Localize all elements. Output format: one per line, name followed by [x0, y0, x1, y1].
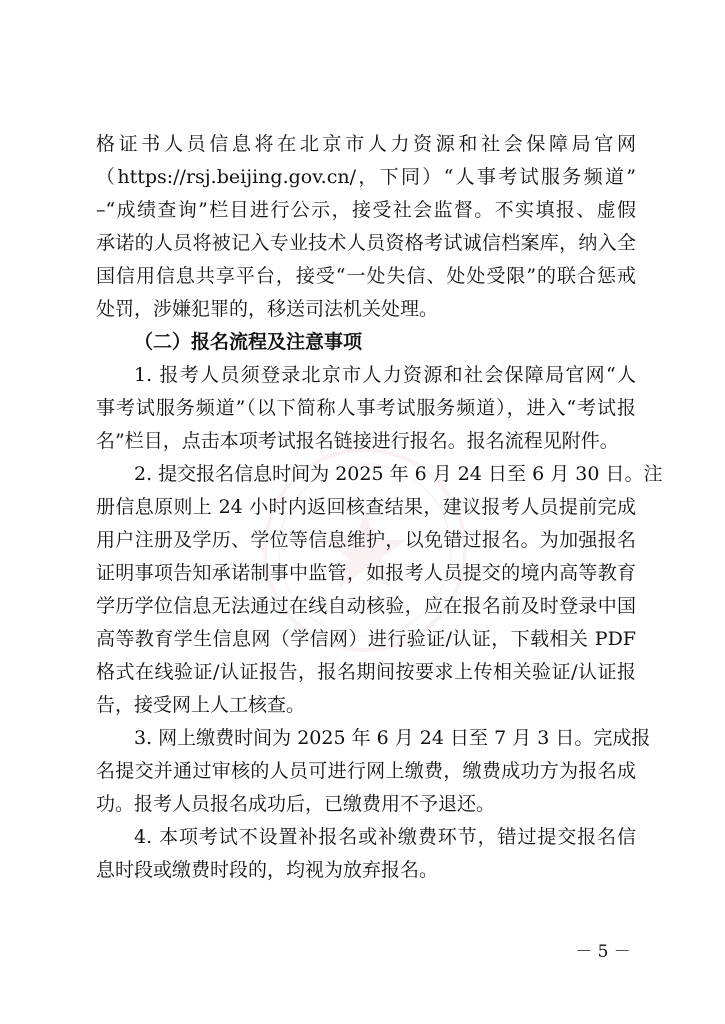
paragraph-line: 国信用信息共享平台，接受“一处失信、处处受限”的联合惩戒 — [96, 265, 636, 287]
item-2-line: 证明事项告知承诺制事中监管，如报考人员提交的境内高等教育 — [96, 562, 636, 584]
page-number: － 5 － — [575, 942, 631, 962]
item-4-line: 4. 本项考试不设置补报名或补缴费环节，错过提交报名信 — [134, 826, 636, 848]
item-2-line: 告，接受网上人工核查。 — [96, 694, 306, 716]
item-1-line: 事考试服务频道”（以下简称人事考试服务频道），进入“考试报 — [96, 397, 636, 419]
item-1-line: 1. 报考人员须登录北京市人力资源和社会保障局官网“人 — [134, 364, 636, 386]
item-4-line: 息时段或缴费时段的，均视为放弃报名。 — [96, 859, 439, 881]
item-1-line: 名”栏目，点击本项考试报名链接进行报名。报名流程见附件。 — [96, 430, 619, 452]
paragraph-line: （https://rsj.beijing.gov.cn/，下同）“人事考试服务频道” — [96, 166, 636, 188]
paragraph-line: 处罚，涉嫌犯罪的，移送司法机关处理。 — [96, 298, 439, 320]
item-2-line: 2. 提交报名信息时间为 2025 年 6 月 24 日至 6 月 30 日。注 — [134, 463, 663, 485]
paragraph-line: 格证书人员信息将在北京市人力资源和社会保障局官网 — [96, 133, 636, 155]
item-2-line: 高等教育学生信息网（学信网）进行验证/认证，下载相关 PDF — [96, 628, 636, 650]
paragraph-line: 承诺的人员将被记入专业技术人员资格考试诚信档案库，纳入全 — [96, 232, 636, 254]
item-3-line: 功。报考人员报名成功后，已缴费用不予退还。 — [96, 793, 496, 815]
item-3-line: 名提交并通过审核的人员可进行网上缴费，缴费成功方为报名成 — [96, 760, 636, 782]
section-heading: （二）报名流程及注意事项 — [134, 331, 363, 353]
item-2-line: 格式在线验证/认证报告，报名期间按要求上传相关验证/认证报 — [96, 661, 636, 683]
item-3-line: 3. 网上缴费时间为 2025 年 6 月 24 日至 7 月 3 日。完成报 — [134, 727, 651, 749]
item-2-line: 册信息原则上 24 小时内返回核查结果，建议报考人员提前完成 — [96, 496, 636, 518]
item-2-line: 用户注册及学历、学位等信息维护，以免错过报名。为加强报名 — [96, 529, 636, 551]
paragraph-line: –“成绩查询”栏目进行公示，接受社会监督。不实填报、虚假 — [96, 199, 636, 221]
item-2-line: 学历学位信息无法通过在线自动核验，应在报名前及时登录中国 — [96, 595, 636, 617]
